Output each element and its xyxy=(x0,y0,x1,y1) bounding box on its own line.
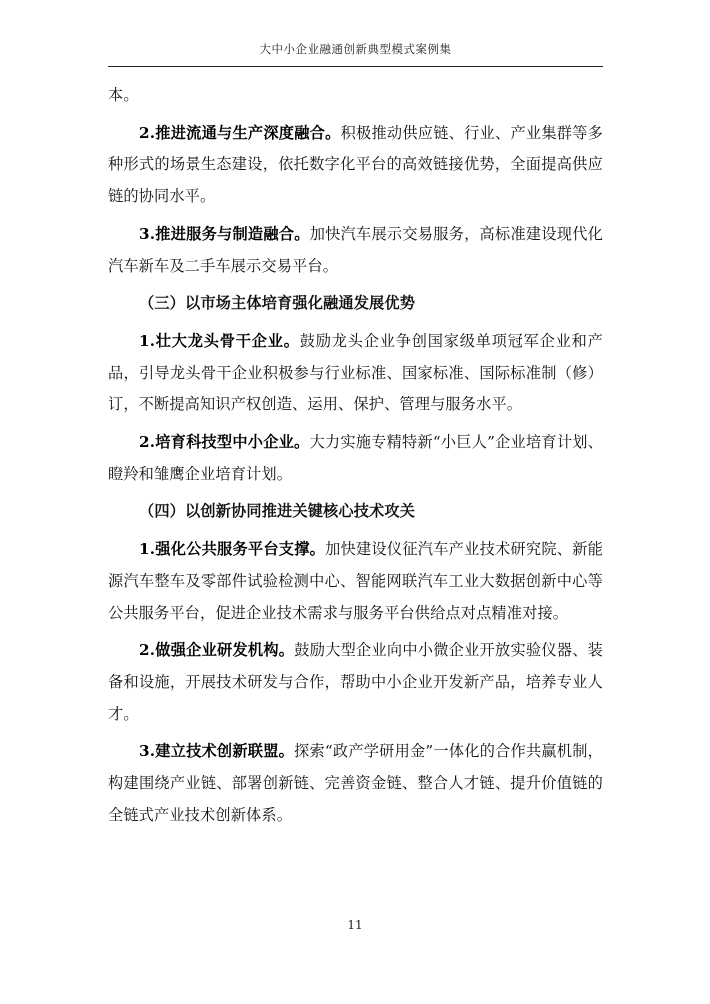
paragraph-innovation-alliance xyxy=(108,736,603,831)
section-heading-four: （四）以创新协同推进关键核心技术攻关 xyxy=(139,502,416,521)
paragraph-circulation-production xyxy=(108,118,603,213)
paragraph-leading-enterprises xyxy=(108,326,603,421)
paragraph-lead: 1.强化公共服务平台支撑。 xyxy=(139,540,326,559)
page-header xyxy=(108,40,603,67)
paragraph-text: 积极推动供应链、行业、产业集群等多种形式的场景生态建设，依托数字化平台的高效链接优势，全面提高供应链的协同水平。 xyxy=(108,123,603,206)
paragraph-text: 鼓励大型企业向中小微企业开放实验仪器、装备和设施，开展技术研发与合作，帮助中小企业开发新产品，培养专业人才。 xyxy=(108,641,603,723)
paragraph-public-service-platform xyxy=(108,534,603,629)
paragraph-lead: 2.培育科技型中小企业。 xyxy=(139,433,310,452)
paragraph-lead: 1.壮大龙头骨干企业。 xyxy=(139,331,300,350)
paragraph-text: 加快汽车展示交易服务，高标准建设现代化汽车新车及二手车展示交易平台。 xyxy=(108,224,603,275)
paragraph-service-manufacturing xyxy=(108,219,603,282)
page-number: 11 xyxy=(347,918,363,932)
document-body xyxy=(108,80,603,837)
paragraph-text: 本。 xyxy=(108,86,139,104)
paragraph-text: 鼓励龙头企业争创国家级单项冠军企业和产品，引导龙头骨干企业积极参与行业标准、国家标准、国际标准制（修）订，不断提高知识产权创造、运用、保护、管理与服务水平。 xyxy=(108,331,603,414)
paragraph-lead: 2.推进流通与生产深度融合。 xyxy=(139,123,341,142)
paragraph-lead: 2.做强企业研发机构。 xyxy=(139,641,295,660)
header-title: 大中小企业融通创新典型模式案例集 xyxy=(259,42,452,56)
paragraph-text: 大力实施专精特新“小巨人”企业培育计划、瞪羚和雏鹰企业培育计划。 xyxy=(108,433,604,483)
paragraph-text: 探索“政产学研用金”一体化的合作共赢机制，构建围绕产业链、部署创新链、完善资金链、整合人才链、提升价值链的全链式产业技术创新体系。 xyxy=(108,742,603,824)
paragraph-lead: 3.推进服务与制造融合。 xyxy=(139,224,310,243)
paragraph-lead: 3.建立技术创新联盟。 xyxy=(139,742,295,761)
paragraph-text: 加快建设仪征汽车产业技术研究院、新能源汽车整车及零部件试验检测中心、智能网联汽车工业大数据创新中心等公共服务平台，促进企业技术需求与服务平台供给点对点精准对接。 xyxy=(108,540,604,622)
paragraph-continuation xyxy=(108,80,603,112)
section-heading-three: （三）以市场主体培育强化融通发展优势 xyxy=(139,294,416,313)
paragraph-tech-smes xyxy=(108,427,603,490)
paragraph-rnd-institutions xyxy=(108,635,603,730)
